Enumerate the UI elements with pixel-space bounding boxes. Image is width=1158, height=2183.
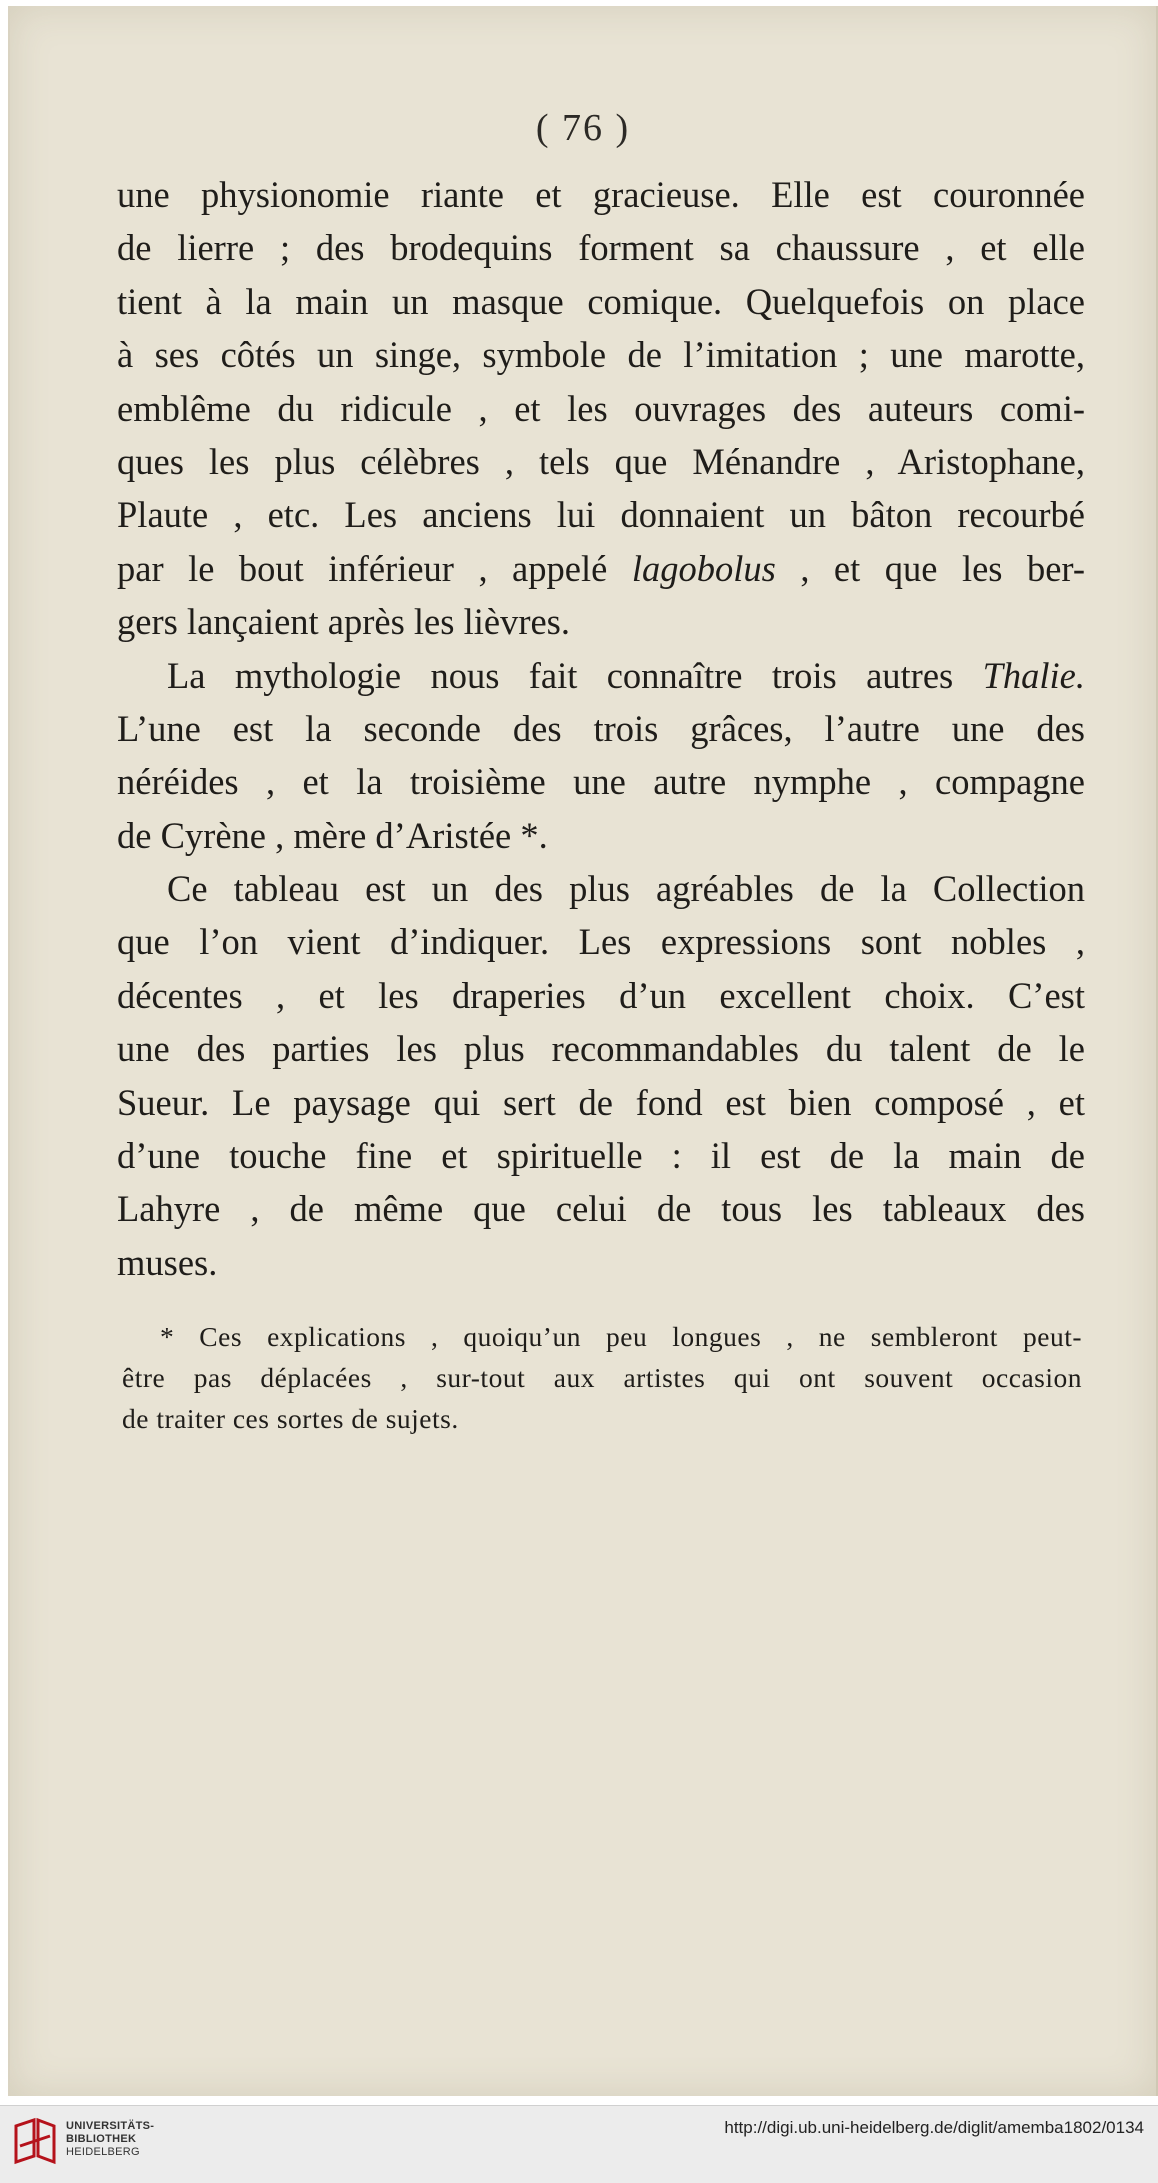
text-line: emblême du ridicule , et les ouvrages des auteurs comi- [117,387,1085,429]
text-line: ques les plus célèbres , tels que Ménandre , Aristophane, [117,440,1085,482]
library-name-line: BIBLIOTHEK [66,2133,137,2145]
text-line: une physionomie riante et gracieuse. Elle est couronnée [117,174,1085,215]
text-line: Lahyre , de même que celui de tous les tableaux des [117,1188,1085,1230]
viewer-footer [0,2105,1158,2183]
main-text [117,168,1085,1289]
text-line: Ce tableau est un des plus agréables de la Collection [167,868,1085,910]
footnote [122,1316,1082,1439]
text-line: de Cyrène , mère d’Aristée *. [117,814,548,856]
text-line: L’une est la seconde des trois grâces, l’autre une des [117,707,1085,749]
text-line: d’une touche fine et spirituelle : il est de la main de [117,1135,1085,1177]
page-number: ( 76 ) [535,107,631,149]
text-line [117,542,1085,595]
text-line [117,649,1085,702]
text-line: à ses côtés un singe, symbole de l’imitation ; une marotte, [117,334,1085,376]
text-line: de lierre ; des brodequins forment sa chaussure , et elle [117,227,1085,269]
library-name-line: HEIDELBERG [66,2146,140,2158]
italic-term: lagobolus [631,547,776,589]
paragraph-2 [117,649,1085,863]
italic-term: Thalie. [982,654,1085,696]
text-line: que l’on vient d’indiquer. Les expressions sont nobles , [117,921,1085,963]
source-url-link[interactable]: http://digi.ub.uni-heidelberg.de/diglit/amemba1802/0134 [724,2118,1144,2137]
text-line: néréides , et la troisième une autre nymphe , compagne [117,761,1085,803]
footnote-line: * Ces explications , quoiqu’un peu longues , ne sembleront peut- [160,1321,1082,1352]
paragraph-1 [117,168,1085,649]
text-line: décentes , et les draperies d’un excellent choix. C’est [117,974,1085,1016]
text-line: Sueur. Le paysage qui sert de fond est bien composé , et [117,1081,1085,1123]
text-line: gers lançaient après les lièvres. [117,601,571,643]
library-name-line: UNIVERSITÄTS- [66,2120,155,2132]
text-segment: La mythologie nous fait connaître trois autres [167,654,954,696]
footnote-line: être pas déplacées , sur-tout aux artistes qui ont souvent occasion [122,1362,1082,1393]
text-segment: , et que les ber- [800,547,1086,589]
text-segment: par le bout inférieur , appelé [117,547,608,589]
text-line: une des parties les plus recommandables du talent de le [117,1028,1085,1070]
university-library-logo-icon [12,2116,58,2168]
scanned-page [8,6,1158,2096]
text-line: muses. [117,1241,218,1283]
footnote-line: de traiter ces sortes de sujets. [122,1403,459,1434]
library-name [66,2120,154,2159]
text-line: Plaute , etc. Les anciens lui donnaient un bâton recourbé [117,494,1085,536]
paragraph-3 [117,862,1085,1289]
text-line: tient à la main un masque comique. Quelquefois on place [117,280,1085,322]
